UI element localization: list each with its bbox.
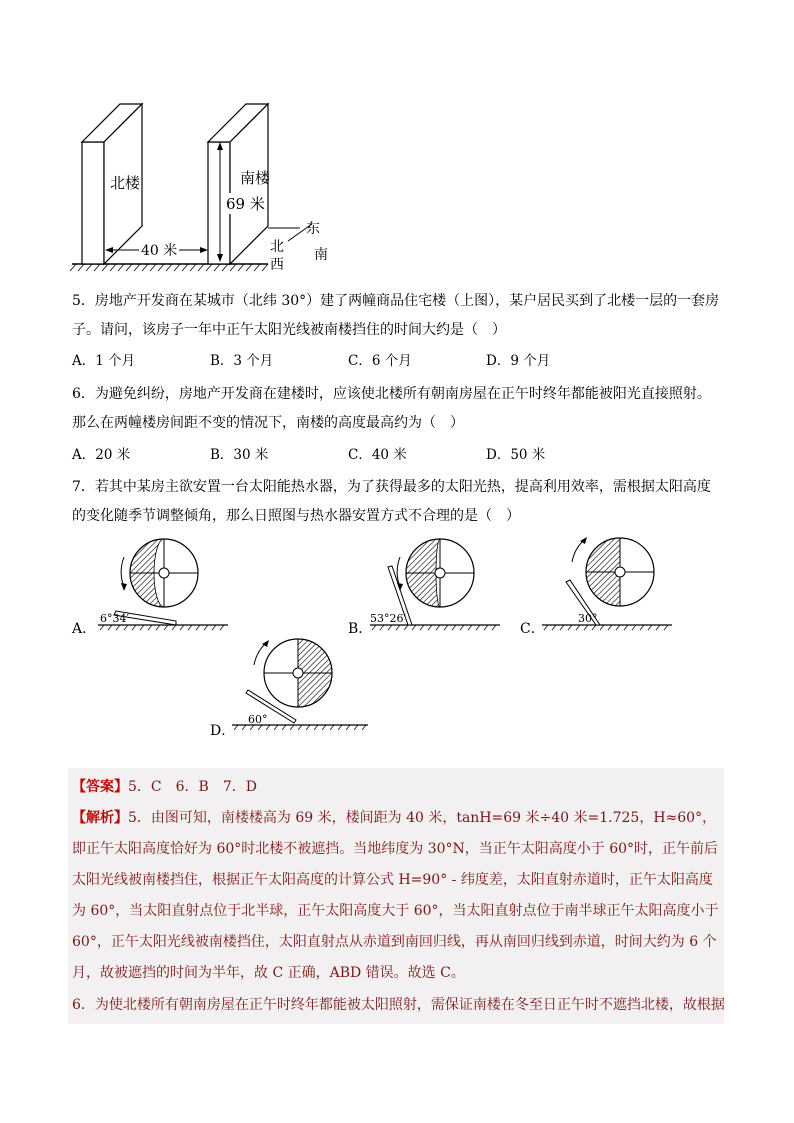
angle-label-a: 6°34′ — [100, 612, 129, 625]
option-b: B．30 米 — [210, 447, 269, 463]
compass-west: 西 — [270, 257, 284, 273]
height-label: 69 米 — [226, 195, 265, 213]
option-d: D．9 个月 — [486, 353, 551, 369]
analysis-label: 【解析】 — [72, 810, 128, 826]
option-d: D．50 米 — [486, 447, 546, 463]
south-building-label: 南楼 — [240, 169, 271, 187]
option-a: A．20 米 — [72, 447, 131, 463]
option-b: B．3 个月 — [210, 353, 274, 369]
option-d-label: D． — [210, 723, 236, 739]
answer-label: 【答案】 — [72, 779, 128, 795]
question-5-options — [72, 349, 672, 371]
analysis-5 — [72, 803, 726, 989]
compass-north: 北 — [270, 239, 284, 255]
analysis-6: 6．为使北楼所有朝南房屋在正午时终年都能被太阳照射，需保证南楼在冬至日正午时不遮挡北楼，故根据 — [72, 997, 725, 1013]
answer-text: 5．C 6．B 7．D — [128, 779, 257, 795]
question-6: 6．为避免纠纷，房地产开发商在建楼时，应该使北楼所有朝南房屋在正午时终年都能被阳光直接照射。那么在两幢楼房间距不变的情况下，南楼的高度最高约为（ ） — [72, 386, 711, 431]
distance-label: 40 米 — [139, 240, 179, 260]
option-c: C．40 米 — [348, 447, 407, 463]
angle-label-b: 53°26′ — [370, 612, 406, 625]
answer-line — [72, 772, 726, 803]
question-7: 7．若其中某房主欲安置一台太阳能热水器，为了获得最多的太阳光热，提高利用效率，需根据太阳高度的变化随季节调整倾角，那么日照图与热水器安置方式不合理的是（ ） — [72, 479, 711, 524]
option-c-label: C． — [520, 621, 545, 637]
angle-label-c: 30° — [578, 612, 598, 625]
analysis-5-text: 5．由图可知，南楼楼高为 69 米，楼间距为 40 米，tanH=69 米÷40 米=1.725，H≈60°，即正午太阳高度恰好为 60°时北楼不被遮挡。当地纬度为 30°N，当正午太阳高度小于 60°时，正午前后太阳光线被南楼挡住，根据正午太阳高度的计算公式 H=90° - 纬度差，太阳直射赤道时，正午太阳高度为 60°，当太阳直射点位于北半球，正午太阳高度大于 60°，当太阳直射点位于南半球正午太阳高度小于 60°，正午太阳光线被南楼挡住，太阳直射点从赤道到南回归线，再从南回归线到赤道，时间大约为 6 个月，故被遮挡的时间为半年，故 C 正确，ABD 错误。故选 C。 — [72, 810, 719, 981]
heater-diagram-c — [538, 530, 678, 634]
option-a-label: A． — [72, 621, 97, 637]
buildings-figure — [68, 100, 338, 272]
question-6-options — [72, 443, 672, 465]
option-c: C．6 个月 — [348, 353, 412, 369]
north-building-label: 北楼 — [110, 174, 141, 192]
compass-east: 东 — [306, 221, 320, 237]
option-a: A．1 个月 — [72, 353, 136, 369]
angle-label-d: 60° — [248, 713, 268, 726]
compass-south: 南 — [314, 247, 328, 263]
question-5: 5．房地产开发商在某城市（北纬 30°）建了两幢商品住宅楼（上图），某户居民买到了北楼一层的一套房子。请问，该房子一年中正午太阳光线被南楼挡住的时间大约是（ ） — [72, 293, 720, 338]
option-b-label: B． — [348, 621, 373, 637]
